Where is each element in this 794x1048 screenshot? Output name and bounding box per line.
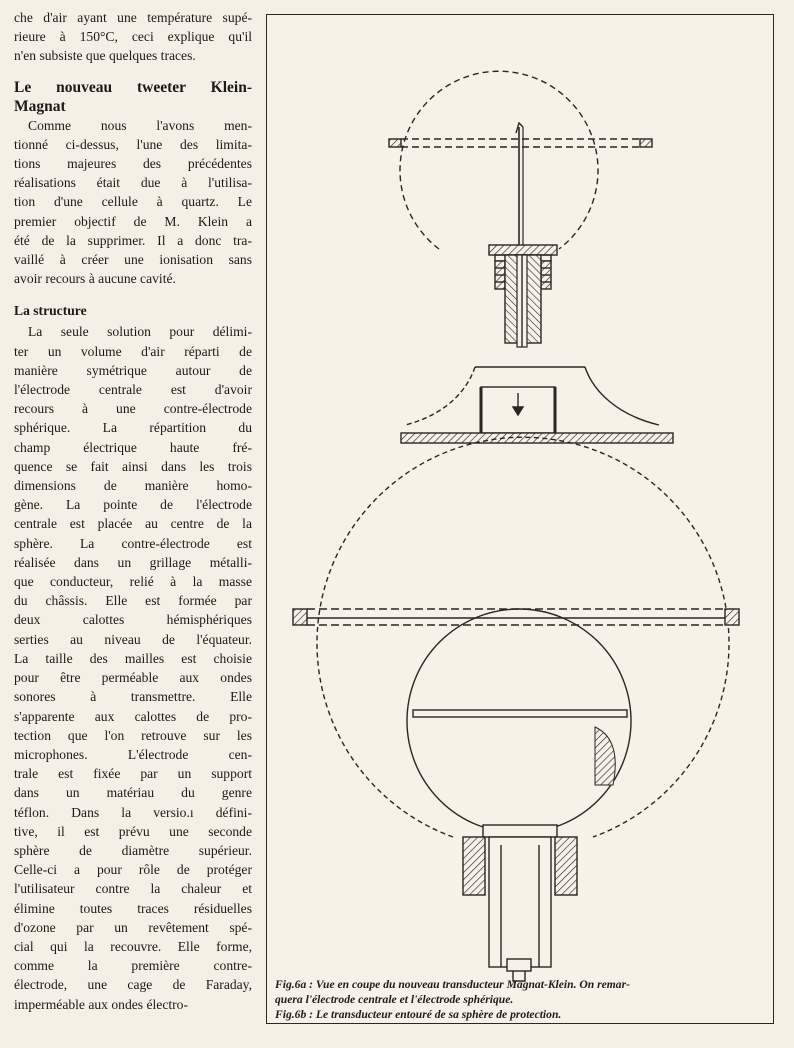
text-line: recours à une contre-électrode (14, 401, 252, 417)
text-line: tive, il est prévu une seconde (14, 823, 252, 839)
text-line: serties au niveau de l'équateur. (14, 631, 252, 647)
text-line: cial qui la recouvre. Elle forme, (14, 938, 252, 954)
text-line: élimine toutes traces résiduelles (14, 900, 252, 916)
text-line: tionné ci-dessus, l'une des limita- (14, 136, 252, 152)
transducer-illustration (267, 15, 773, 1023)
figure-caption (275, 977, 765, 1022)
text-line: dimensions de manière homo- (14, 478, 252, 494)
text-line: téflon. Dans la versio.ı défini- (14, 804, 252, 820)
section-structure-paragraph (14, 322, 252, 1013)
text-line: La taille des mailles est choisie (14, 650, 252, 666)
fig6b-connector-cap (483, 825, 557, 837)
text-line: comme la première contre- (14, 958, 252, 974)
intro-paragraph (14, 8, 252, 66)
text-line: centrale est placée au centre de la (14, 516, 252, 532)
fig6a-equator-clamp-left (389, 139, 401, 147)
text-line: tion d'une cellule à quartz. Le (14, 194, 252, 210)
fig6a-equator-clamp-right (640, 139, 652, 147)
text-line: tection que l'on retrouve sur les (14, 727, 252, 743)
fig6b-protected-transducer (293, 437, 739, 981)
text-line: électrode, une cage de Faraday, (14, 977, 252, 993)
text-line: d'ozone par un revêtement spé- (14, 919, 252, 935)
text-line: quence se fait ainsi dans les trois (14, 458, 252, 474)
text-line: du châssis. Elle est formée par (14, 593, 252, 609)
text-line: rieure à 150°C, ceci explique qu'il (14, 29, 252, 45)
fig6a-sphere-outline (400, 71, 598, 249)
caption-line: Fig.6a : Vue en coupe du nouveau transducteur Magnat-Klein. On remar- (275, 978, 630, 991)
text-line: champ électrique haute fré- (14, 439, 252, 455)
fig6a-cross-section (389, 71, 673, 443)
text-line: l'utilisateur contre la chaleur et (14, 881, 252, 897)
text-line: l'électrode centrale est d'avoir (14, 382, 252, 398)
fig6b-inner-counter-electrode (407, 609, 631, 833)
text-line: trale est fixée par un support (14, 766, 252, 782)
figure-frame (266, 14, 774, 1024)
section-tweeter-paragraph (14, 116, 252, 289)
text-line: vaillé à créer une ionisation sans (14, 252, 252, 268)
heading-line: Le nouveau tweeter Klein- (14, 78, 252, 96)
section-heading-tweeter (14, 78, 252, 116)
text-line: imperméable aux ondes électro- (14, 996, 188, 1012)
text-line: Comme nous l'avons men- (28, 117, 252, 133)
fig6a-base-bell (405, 367, 475, 425)
text-line: dans un matériau du genre (14, 785, 252, 801)
text-line: réalisée dans un grillage métalli- (14, 554, 252, 570)
article-column (14, 8, 252, 1014)
text-line: que conducteur, relié à la masse (14, 574, 252, 590)
text-line: sphère. La contre-électrode est (14, 535, 252, 551)
text-line: microphones. L'électrode cen- (14, 746, 252, 762)
heading-line: Magnat (14, 97, 66, 115)
text-line: Celle-ci a pour rôle de protéger (14, 862, 252, 878)
text-line: sphérique. La répartition du (14, 420, 252, 436)
text-line: avoir recours à aucune cavité. (14, 271, 176, 287)
text-line: sphère de diamètre supérieur. (14, 842, 252, 858)
text-line: pour être perméable aux ondes (14, 670, 252, 686)
caption-line: quera l'électrode centrale et l'électrode sphérique. (275, 993, 514, 1006)
text-line: che d'air ayant une température supé- (14, 10, 252, 25)
text-line: manière symétrique autour de (14, 362, 252, 378)
text-line: premier objectif de M. Klein a (14, 213, 252, 229)
text-line: deux calottes hémisphériques (14, 612, 252, 628)
caption-line: Fig.6b : Le transducteur entouré de sa sphère de protection. (275, 1008, 562, 1021)
text-line: réalisations était due à l'utilisa- (14, 175, 252, 191)
text-line: s'apparente aux calottes de pro- (14, 708, 252, 724)
section-heading-structure: La structure (14, 303, 87, 319)
text-line: La seule solution pour délimi- (28, 324, 252, 340)
fig6a-holder-nut (489, 245, 557, 255)
text-line: n'en subsiste que quelques traces. (14, 48, 196, 64)
text-line: ter un volume d'air réparti de (14, 343, 252, 359)
text-line: gène. La pointe de l'électrode (14, 497, 252, 513)
fig6b-outer-protection-sphere (317, 437, 729, 837)
fig6b-connector-body (489, 837, 551, 967)
text-line: tions majeures des précédentes (14, 156, 252, 172)
text-line: été de la supprimer. Il a donc tra- (14, 232, 252, 248)
text-line: sonores à transmettre. Elle (14, 689, 252, 705)
